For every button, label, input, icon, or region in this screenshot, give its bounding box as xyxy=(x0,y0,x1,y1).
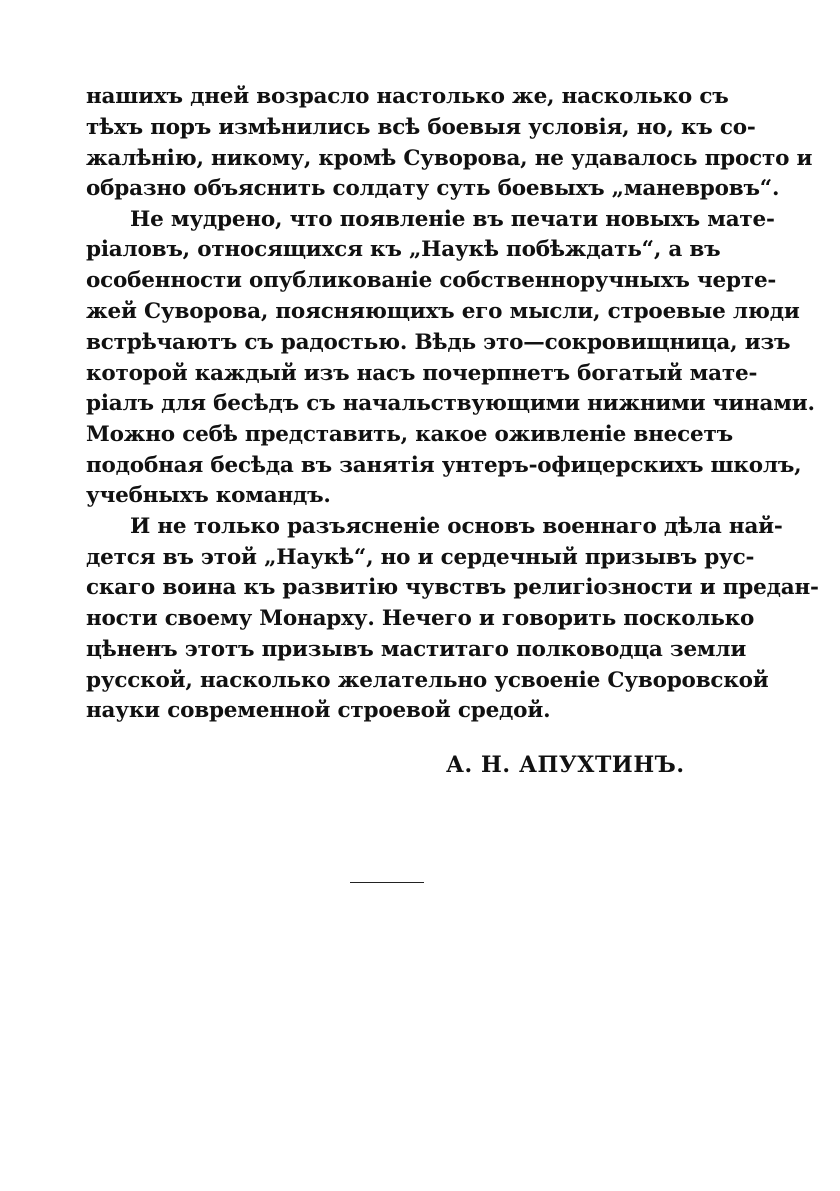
text-line: жалѣнію, никому, кромѣ Суворова, не удавалось просто и xyxy=(86,146,813,171)
text-line: образно объяснить солдату суть боевыхъ „маневровъ“. xyxy=(86,176,780,201)
paragraph-start-line: И не только разъясненіе основъ военнаго дѣла най- xyxy=(130,514,783,539)
text-line: встрѣчаютъ съ радостью. Вѣдь это—сокровищница, изъ xyxy=(86,330,791,355)
text-line: цѣненъ этотъ призывъ маститаго полководца земли xyxy=(86,637,747,662)
text-line: ріалъ для бесѣдъ съ начальствующими нижними чинами. xyxy=(86,391,815,416)
text-line: дется въ этой „Наукѣ“, но и сердечный призывъ рус- xyxy=(86,545,755,570)
text-line: нашихъ дней возрасло настолько же, насколько съ xyxy=(86,84,729,109)
text-line: ріаловъ, относящихся къ „Наукѣ побѣждать“, а въ xyxy=(86,237,721,262)
text-line: русской, насколько желательно усвоеніе Суворовской xyxy=(86,668,769,693)
paragraph-end-line: науки современной строевой средой. xyxy=(86,698,551,723)
text-line: которой каждый изъ насъ почерпнетъ богатый мате- xyxy=(86,361,758,386)
section-divider xyxy=(350,882,424,883)
paragraph-end-line: учебныхъ командъ. xyxy=(86,483,331,508)
text-line: ности своему Монарху. Нечего и говорить посколько xyxy=(86,606,755,631)
author-signature: А. Н. АПУХТИНЪ. xyxy=(446,752,685,778)
text-line: тѣхъ поръ измѣнились всѣ боевыя условія, но, къ со- xyxy=(86,115,756,140)
text-line: подобная бесѣда въ занятія унтеръ-офицерскихъ школъ, xyxy=(86,453,802,478)
paragraph-start-line: Не мудрено, что появленіе въ печати новыхъ мате- xyxy=(130,207,775,232)
text-line: Можно себѣ представить, какое оживленіе внесетъ xyxy=(86,422,733,447)
text-line: скаго воина къ развитію чувствъ религіозности и предан- xyxy=(86,575,819,600)
text-line: жей Суворова, поясняющихъ его мысли, строевые люди xyxy=(86,299,800,324)
text-line: особенности опубликованіе собственноручныхъ черте- xyxy=(86,268,777,293)
